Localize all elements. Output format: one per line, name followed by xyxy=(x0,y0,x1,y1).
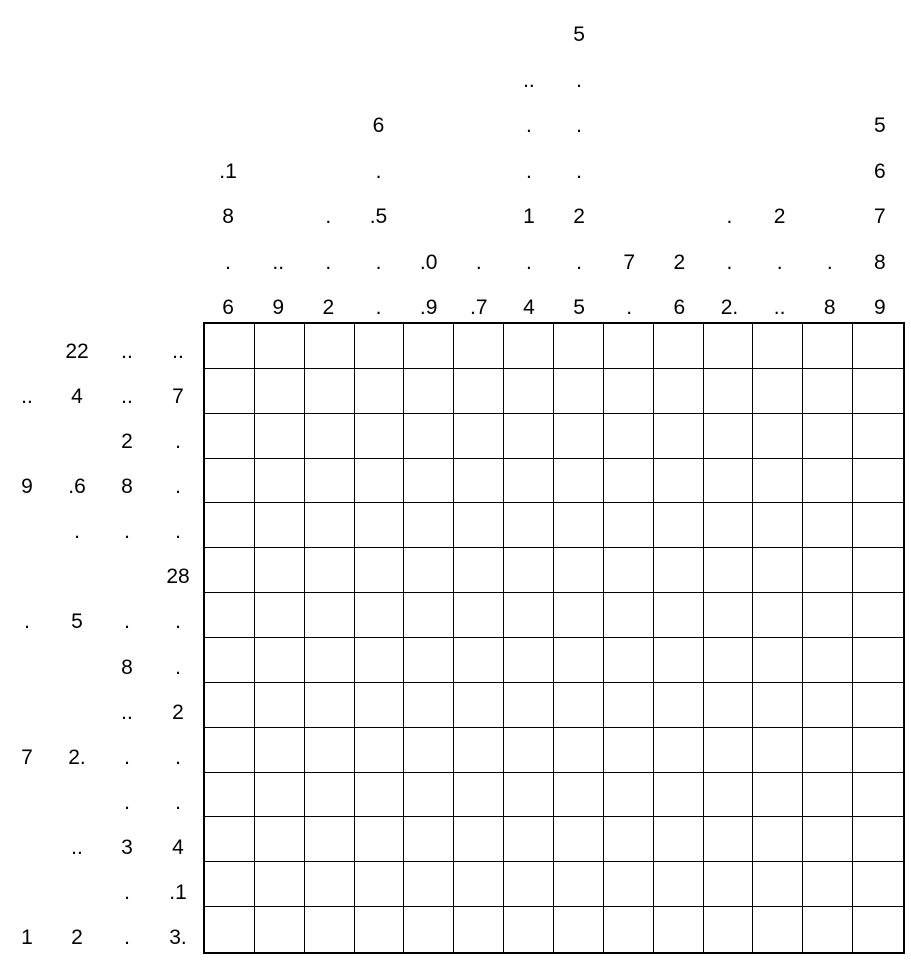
grid-cell[interactable] xyxy=(803,459,853,504)
grid-cell[interactable] xyxy=(454,414,504,459)
grid-cell[interactable] xyxy=(305,862,355,907)
grid-cell[interactable] xyxy=(654,683,704,728)
grid-cell[interactable] xyxy=(803,414,853,459)
grid-cell[interactable] xyxy=(255,369,305,414)
column-clue: . xyxy=(576,250,582,274)
column-clue: 5 xyxy=(573,23,585,46)
grid-cell[interactable] xyxy=(853,369,903,414)
grid-cell[interactable] xyxy=(355,862,405,907)
row-clue: .. xyxy=(121,339,133,363)
grid-cell[interactable] xyxy=(853,817,903,862)
grid-cell[interactable] xyxy=(654,773,704,818)
grid-cell[interactable] xyxy=(704,369,754,414)
grid-cell[interactable] xyxy=(704,414,754,459)
column-clue: 6 xyxy=(673,296,686,319)
column-clue: .. xyxy=(523,68,535,92)
row-clue: .. xyxy=(121,384,133,408)
grid-cell[interactable] xyxy=(853,324,903,369)
grid-cell[interactable] xyxy=(355,907,405,952)
grid-cell[interactable] xyxy=(554,414,604,459)
grid-cell[interactable] xyxy=(853,638,903,683)
row-clue: 9 xyxy=(21,474,33,498)
row-clue: . xyxy=(124,881,130,905)
grid-cell[interactable] xyxy=(205,369,255,414)
grid-cell[interactable] xyxy=(355,593,405,638)
grid-cell[interactable] xyxy=(704,862,754,907)
grid-cell[interactable] xyxy=(654,817,704,862)
row-clue: 8 xyxy=(121,655,133,679)
grid-cell[interactable] xyxy=(504,324,554,369)
grid-cell[interactable] xyxy=(305,414,355,459)
row-clue: 4 xyxy=(71,384,83,408)
row-clue: . xyxy=(124,520,130,544)
grid-cell[interactable] xyxy=(305,683,355,728)
grid-cell[interactable] xyxy=(404,324,454,369)
grid-cell[interactable] xyxy=(803,728,853,773)
grid-cell[interactable] xyxy=(554,324,604,369)
row-clue: 3 xyxy=(121,836,133,860)
grid-cell[interactable] xyxy=(753,683,803,728)
grid-cell[interactable] xyxy=(454,459,504,504)
grid-cell[interactable] xyxy=(305,503,355,548)
row-clue: 2 xyxy=(121,429,133,453)
grid-cell[interactable] xyxy=(604,503,654,548)
grid-cell[interactable] xyxy=(504,907,554,952)
grid-cell[interactable] xyxy=(504,593,554,638)
grid-cell[interactable] xyxy=(355,773,405,818)
grid-cell[interactable] xyxy=(803,683,853,728)
grid-cell[interactable] xyxy=(205,817,255,862)
grid-cell[interactable] xyxy=(704,324,754,369)
row-clue: 7 xyxy=(21,745,33,769)
grid-cell[interactable] xyxy=(255,773,305,818)
grid-cell[interactable] xyxy=(305,324,355,369)
grid-cell[interactable] xyxy=(753,503,803,548)
row-clue: . xyxy=(175,429,181,453)
column-clue: . xyxy=(525,159,532,183)
grid-cell[interactable] xyxy=(355,503,405,548)
grid-cell[interactable] xyxy=(355,683,405,728)
grid-cell[interactable] xyxy=(305,773,355,818)
grid-cell[interactable] xyxy=(554,683,604,728)
grid-cell[interactable] xyxy=(853,683,903,728)
row-clue: . xyxy=(124,926,130,950)
row-clue: .. xyxy=(71,836,83,860)
grid-cell[interactable] xyxy=(255,548,305,593)
grid-cell[interactable] xyxy=(803,773,853,818)
grid-cell[interactable] xyxy=(305,369,355,414)
grid-cell[interactable] xyxy=(704,593,754,638)
grid-cell[interactable] xyxy=(704,683,754,728)
grid-cell[interactable] xyxy=(803,907,853,952)
grid-cell[interactable] xyxy=(803,369,853,414)
grid-cell[interactable] xyxy=(305,593,355,638)
grid-cell[interactable] xyxy=(853,862,903,907)
grid-cell[interactable] xyxy=(704,638,754,683)
row-clue: .1 xyxy=(169,881,187,905)
grid-cell[interactable] xyxy=(404,369,454,414)
column-clue: .. xyxy=(272,250,285,274)
grid-cell[interactable] xyxy=(704,817,754,862)
grid-cell[interactable] xyxy=(355,548,405,593)
grid-cell[interactable] xyxy=(753,773,803,818)
grid-cell[interactable] xyxy=(604,862,654,907)
grid-cell[interactable] xyxy=(704,548,754,593)
grid-cell[interactable] xyxy=(205,548,255,593)
grid-cell[interactable] xyxy=(504,369,554,414)
grid-cell[interactable] xyxy=(205,862,255,907)
row-clue: 3. xyxy=(169,926,187,950)
row-clue: . xyxy=(175,520,181,544)
grid-cell[interactable] xyxy=(853,593,903,638)
grid-cell[interactable] xyxy=(404,817,454,862)
grid-cell[interactable] xyxy=(654,907,704,952)
grid-cell[interactable] xyxy=(255,593,305,638)
puzzle-grid xyxy=(203,322,905,954)
grid-cell[interactable] xyxy=(853,773,903,818)
grid-cell[interactable] xyxy=(753,459,803,504)
grid-cell[interactable] xyxy=(404,773,454,818)
grid-cell[interactable] xyxy=(554,503,604,548)
column-clue: . xyxy=(375,159,382,183)
grid-cell[interactable] xyxy=(504,414,554,459)
column-clue: 1 xyxy=(523,205,535,228)
row-clue: 5 xyxy=(71,610,83,634)
grid-cell[interactable] xyxy=(504,817,554,862)
grid-cell[interactable] xyxy=(654,728,704,773)
grid-cell[interactable] xyxy=(454,324,504,369)
grid-cell[interactable] xyxy=(404,503,454,548)
grid-cell[interactable] xyxy=(454,369,504,414)
row-clue: . xyxy=(175,610,181,634)
grid-cell[interactable] xyxy=(504,773,554,818)
grid-cell[interactable] xyxy=(604,638,654,683)
grid-cell[interactable] xyxy=(554,459,604,504)
grid-cell[interactable] xyxy=(255,414,305,459)
grid-cell[interactable] xyxy=(554,638,604,683)
grid-cell[interactable] xyxy=(355,324,405,369)
grid-cell[interactable] xyxy=(454,638,504,683)
grid-cell[interactable] xyxy=(604,817,654,862)
grid-cell[interactable] xyxy=(753,728,803,773)
grid-cell[interactable] xyxy=(255,503,305,548)
row-clue: . xyxy=(175,655,181,679)
row-clue: 2. xyxy=(68,745,86,769)
grid-cell[interactable] xyxy=(654,862,704,907)
grid-cell[interactable] xyxy=(604,728,654,773)
grid-cell[interactable] xyxy=(404,907,454,952)
grid-cell[interactable] xyxy=(404,414,454,459)
grid-cell[interactable] xyxy=(753,862,803,907)
grid-cell[interactable] xyxy=(654,503,704,548)
column-clue: .9 xyxy=(419,296,438,319)
grid-cell[interactable] xyxy=(255,459,305,504)
column-clue: . xyxy=(325,205,332,228)
grid-cell[interactable] xyxy=(554,773,604,818)
row-clue: 2 xyxy=(71,926,83,950)
row-clue: . xyxy=(175,474,181,498)
column-clue: .5 xyxy=(369,205,388,228)
column-clue: . xyxy=(525,114,532,137)
grid-cell[interactable] xyxy=(554,728,604,773)
grid-cell[interactable] xyxy=(753,548,803,593)
grid-cell[interactable] xyxy=(305,728,355,773)
grid-cell[interactable] xyxy=(753,638,803,683)
grid-cell[interactable] xyxy=(205,324,255,369)
grid-cell[interactable] xyxy=(404,593,454,638)
row-clue: 8 xyxy=(121,474,133,498)
column-clue: .7 xyxy=(470,296,488,319)
column-clue: 4 xyxy=(523,296,535,319)
grid-cell[interactable] xyxy=(853,548,903,593)
column-clue: 7 xyxy=(874,205,886,228)
grid-cell[interactable] xyxy=(803,324,853,369)
row-clue: .. xyxy=(21,384,33,408)
grid-cell[interactable] xyxy=(255,324,305,369)
row-clue: . xyxy=(124,745,130,769)
row-clue: .6 xyxy=(68,474,86,498)
grid-cell[interactable] xyxy=(803,817,853,862)
grid-cell[interactable] xyxy=(554,369,604,414)
column-clue: . xyxy=(325,250,332,274)
grid-cell[interactable] xyxy=(554,817,604,862)
column-clue: 9 xyxy=(272,296,285,319)
grid-cell[interactable] xyxy=(255,817,305,862)
grid-cell[interactable] xyxy=(355,817,405,862)
grid-cell[interactable] xyxy=(554,907,604,952)
column-clue: . xyxy=(576,68,582,92)
row-clue: 4 xyxy=(172,836,184,860)
column-clue: . xyxy=(576,114,582,137)
grid-cell[interactable] xyxy=(255,907,305,952)
column-clue: . xyxy=(826,250,833,274)
grid-cell[interactable] xyxy=(355,728,405,773)
column-clue: . xyxy=(626,296,633,319)
grid-cell[interactable] xyxy=(803,593,853,638)
grid-cell[interactable] xyxy=(504,728,554,773)
grid-cell[interactable] xyxy=(604,459,654,504)
grid-cell[interactable] xyxy=(604,907,654,952)
grid-cell[interactable] xyxy=(454,593,504,638)
grid-cell[interactable] xyxy=(753,414,803,459)
grid-cell[interactable] xyxy=(704,773,754,818)
grid-cell[interactable] xyxy=(704,907,754,952)
grid-cell[interactable] xyxy=(654,548,704,593)
column-clue: . xyxy=(475,250,482,274)
grid-cell[interactable] xyxy=(305,907,355,952)
grid-cell[interactable] xyxy=(554,548,604,593)
column-clue: 2 xyxy=(573,205,585,228)
grid-cell[interactable] xyxy=(404,862,454,907)
grid-cell[interactable] xyxy=(803,862,853,907)
grid-cell[interactable] xyxy=(604,593,654,638)
row-clue: 22 xyxy=(65,339,89,363)
grid-cell[interactable] xyxy=(853,503,903,548)
grid-cell[interactable] xyxy=(504,503,554,548)
column-clue: . xyxy=(525,250,532,274)
grid-cell[interactable] xyxy=(454,862,504,907)
column-clue: 2 xyxy=(773,205,786,228)
row-clue: . xyxy=(24,610,30,634)
grid-cell[interactable] xyxy=(205,728,255,773)
column-clue: 2 xyxy=(322,296,335,319)
row-clue: . xyxy=(74,520,80,544)
column-clue: . xyxy=(726,205,733,228)
column-clue: . xyxy=(576,159,582,183)
column-clue: 8 xyxy=(823,296,836,319)
grid-cell[interactable] xyxy=(753,907,803,952)
grid-cell[interactable] xyxy=(454,548,504,593)
column-clue: 6 xyxy=(874,159,886,183)
grid-cell[interactable] xyxy=(205,503,255,548)
column-clue: 9 xyxy=(874,296,886,319)
grid-cell[interactable] xyxy=(654,414,704,459)
grid-cell[interactable] xyxy=(654,369,704,414)
grid-cell[interactable] xyxy=(205,907,255,952)
grid-cell[interactable] xyxy=(305,817,355,862)
grid-cell[interactable] xyxy=(704,728,754,773)
column-clue: 5 xyxy=(573,296,585,319)
grid-cell[interactable] xyxy=(504,862,554,907)
grid-cell[interactable] xyxy=(504,459,554,504)
grid-cell[interactable] xyxy=(355,414,405,459)
grid-cell[interactable] xyxy=(305,548,355,593)
grid-cell[interactable] xyxy=(654,593,704,638)
column-clue: 6 xyxy=(222,296,234,319)
row-clue: .. xyxy=(121,700,133,724)
row-clue: .. xyxy=(172,339,184,363)
grid-cell[interactable] xyxy=(753,817,803,862)
row-clue: . xyxy=(124,790,130,814)
grid-cell[interactable] xyxy=(803,638,853,683)
grid-cell[interactable] xyxy=(454,683,504,728)
grid-cell[interactable] xyxy=(654,324,704,369)
row-clue: . xyxy=(175,745,181,769)
row-clue: 7 xyxy=(172,384,184,408)
column-clue: .. xyxy=(773,296,786,319)
column-clue: 8 xyxy=(222,205,234,228)
grid-cell[interactable] xyxy=(255,638,305,683)
grid-cell[interactable] xyxy=(305,459,355,504)
row-clue: 2 xyxy=(172,700,184,724)
grid-cell[interactable] xyxy=(803,548,853,593)
column-clue: . xyxy=(726,250,733,274)
grid-cell[interactable] xyxy=(704,503,754,548)
grid-cell[interactable] xyxy=(255,683,305,728)
grid-cell[interactable] xyxy=(404,683,454,728)
grid-cell[interactable] xyxy=(604,414,654,459)
grid-cell[interactable] xyxy=(404,728,454,773)
grid-cell[interactable] xyxy=(205,459,255,504)
grid-cell[interactable] xyxy=(404,459,454,504)
row-clue: . xyxy=(175,790,181,814)
grid-cell[interactable] xyxy=(504,683,554,728)
grid-cell[interactable] xyxy=(853,728,903,773)
grid-cell[interactable] xyxy=(255,728,305,773)
grid-cell[interactable] xyxy=(355,459,405,504)
grid-cell[interactable] xyxy=(604,324,654,369)
grid-cell[interactable] xyxy=(355,638,405,683)
column-clue: . xyxy=(776,250,783,274)
grid-cell[interactable] xyxy=(454,728,504,773)
grid-cell[interactable] xyxy=(654,638,704,683)
grid-cell[interactable] xyxy=(753,593,803,638)
grid-cell[interactable] xyxy=(853,459,903,504)
grid-cell[interactable] xyxy=(205,414,255,459)
grid-cell[interactable] xyxy=(753,324,803,369)
grid-cell[interactable] xyxy=(305,638,355,683)
grid-cell[interactable] xyxy=(604,548,654,593)
grid-cell[interactable] xyxy=(554,862,604,907)
grid-cell[interactable] xyxy=(404,638,454,683)
grid-cell[interactable] xyxy=(205,683,255,728)
grid-cell[interactable] xyxy=(454,907,504,952)
grid-cell[interactable] xyxy=(205,638,255,683)
column-clue: 2. xyxy=(720,296,739,319)
grid-cell[interactable] xyxy=(554,593,604,638)
grid-cell[interactable] xyxy=(604,683,654,728)
grid-cell[interactable] xyxy=(654,459,704,504)
grid-cell[interactable] xyxy=(404,548,454,593)
column-clue: . xyxy=(225,250,231,274)
column-clue: 8 xyxy=(874,250,886,274)
grid-cell[interactable] xyxy=(355,369,405,414)
grid-cell[interactable] xyxy=(753,369,803,414)
grid-cell[interactable] xyxy=(504,638,554,683)
grid-cell[interactable] xyxy=(604,369,654,414)
grid-cell[interactable] xyxy=(604,773,654,818)
column-clue: 7 xyxy=(623,250,636,274)
grid-cell[interactable] xyxy=(205,773,255,818)
grid-cell[interactable] xyxy=(853,414,903,459)
grid-cell[interactable] xyxy=(255,862,305,907)
row-clue: 1 xyxy=(21,926,33,950)
grid-cell[interactable] xyxy=(454,817,504,862)
grid-cell[interactable] xyxy=(803,503,853,548)
grid-cell[interactable] xyxy=(454,503,504,548)
grid-cell[interactable] xyxy=(853,907,903,952)
column-clue: . xyxy=(375,250,382,274)
column-clue: 5 xyxy=(874,114,886,137)
column-clue: .0 xyxy=(419,250,438,274)
row-clue: . xyxy=(124,610,130,634)
column-clue: . xyxy=(375,296,382,319)
column-clue: 6 xyxy=(372,114,385,137)
grid-cell[interactable] xyxy=(704,459,754,504)
grid-cell[interactable] xyxy=(454,773,504,818)
grid-cell[interactable] xyxy=(504,548,554,593)
row-clue: 28 xyxy=(166,565,190,589)
column-clue: 2 xyxy=(673,250,686,274)
column-clue: .1 xyxy=(219,159,237,183)
grid-cell[interactable] xyxy=(205,593,255,638)
